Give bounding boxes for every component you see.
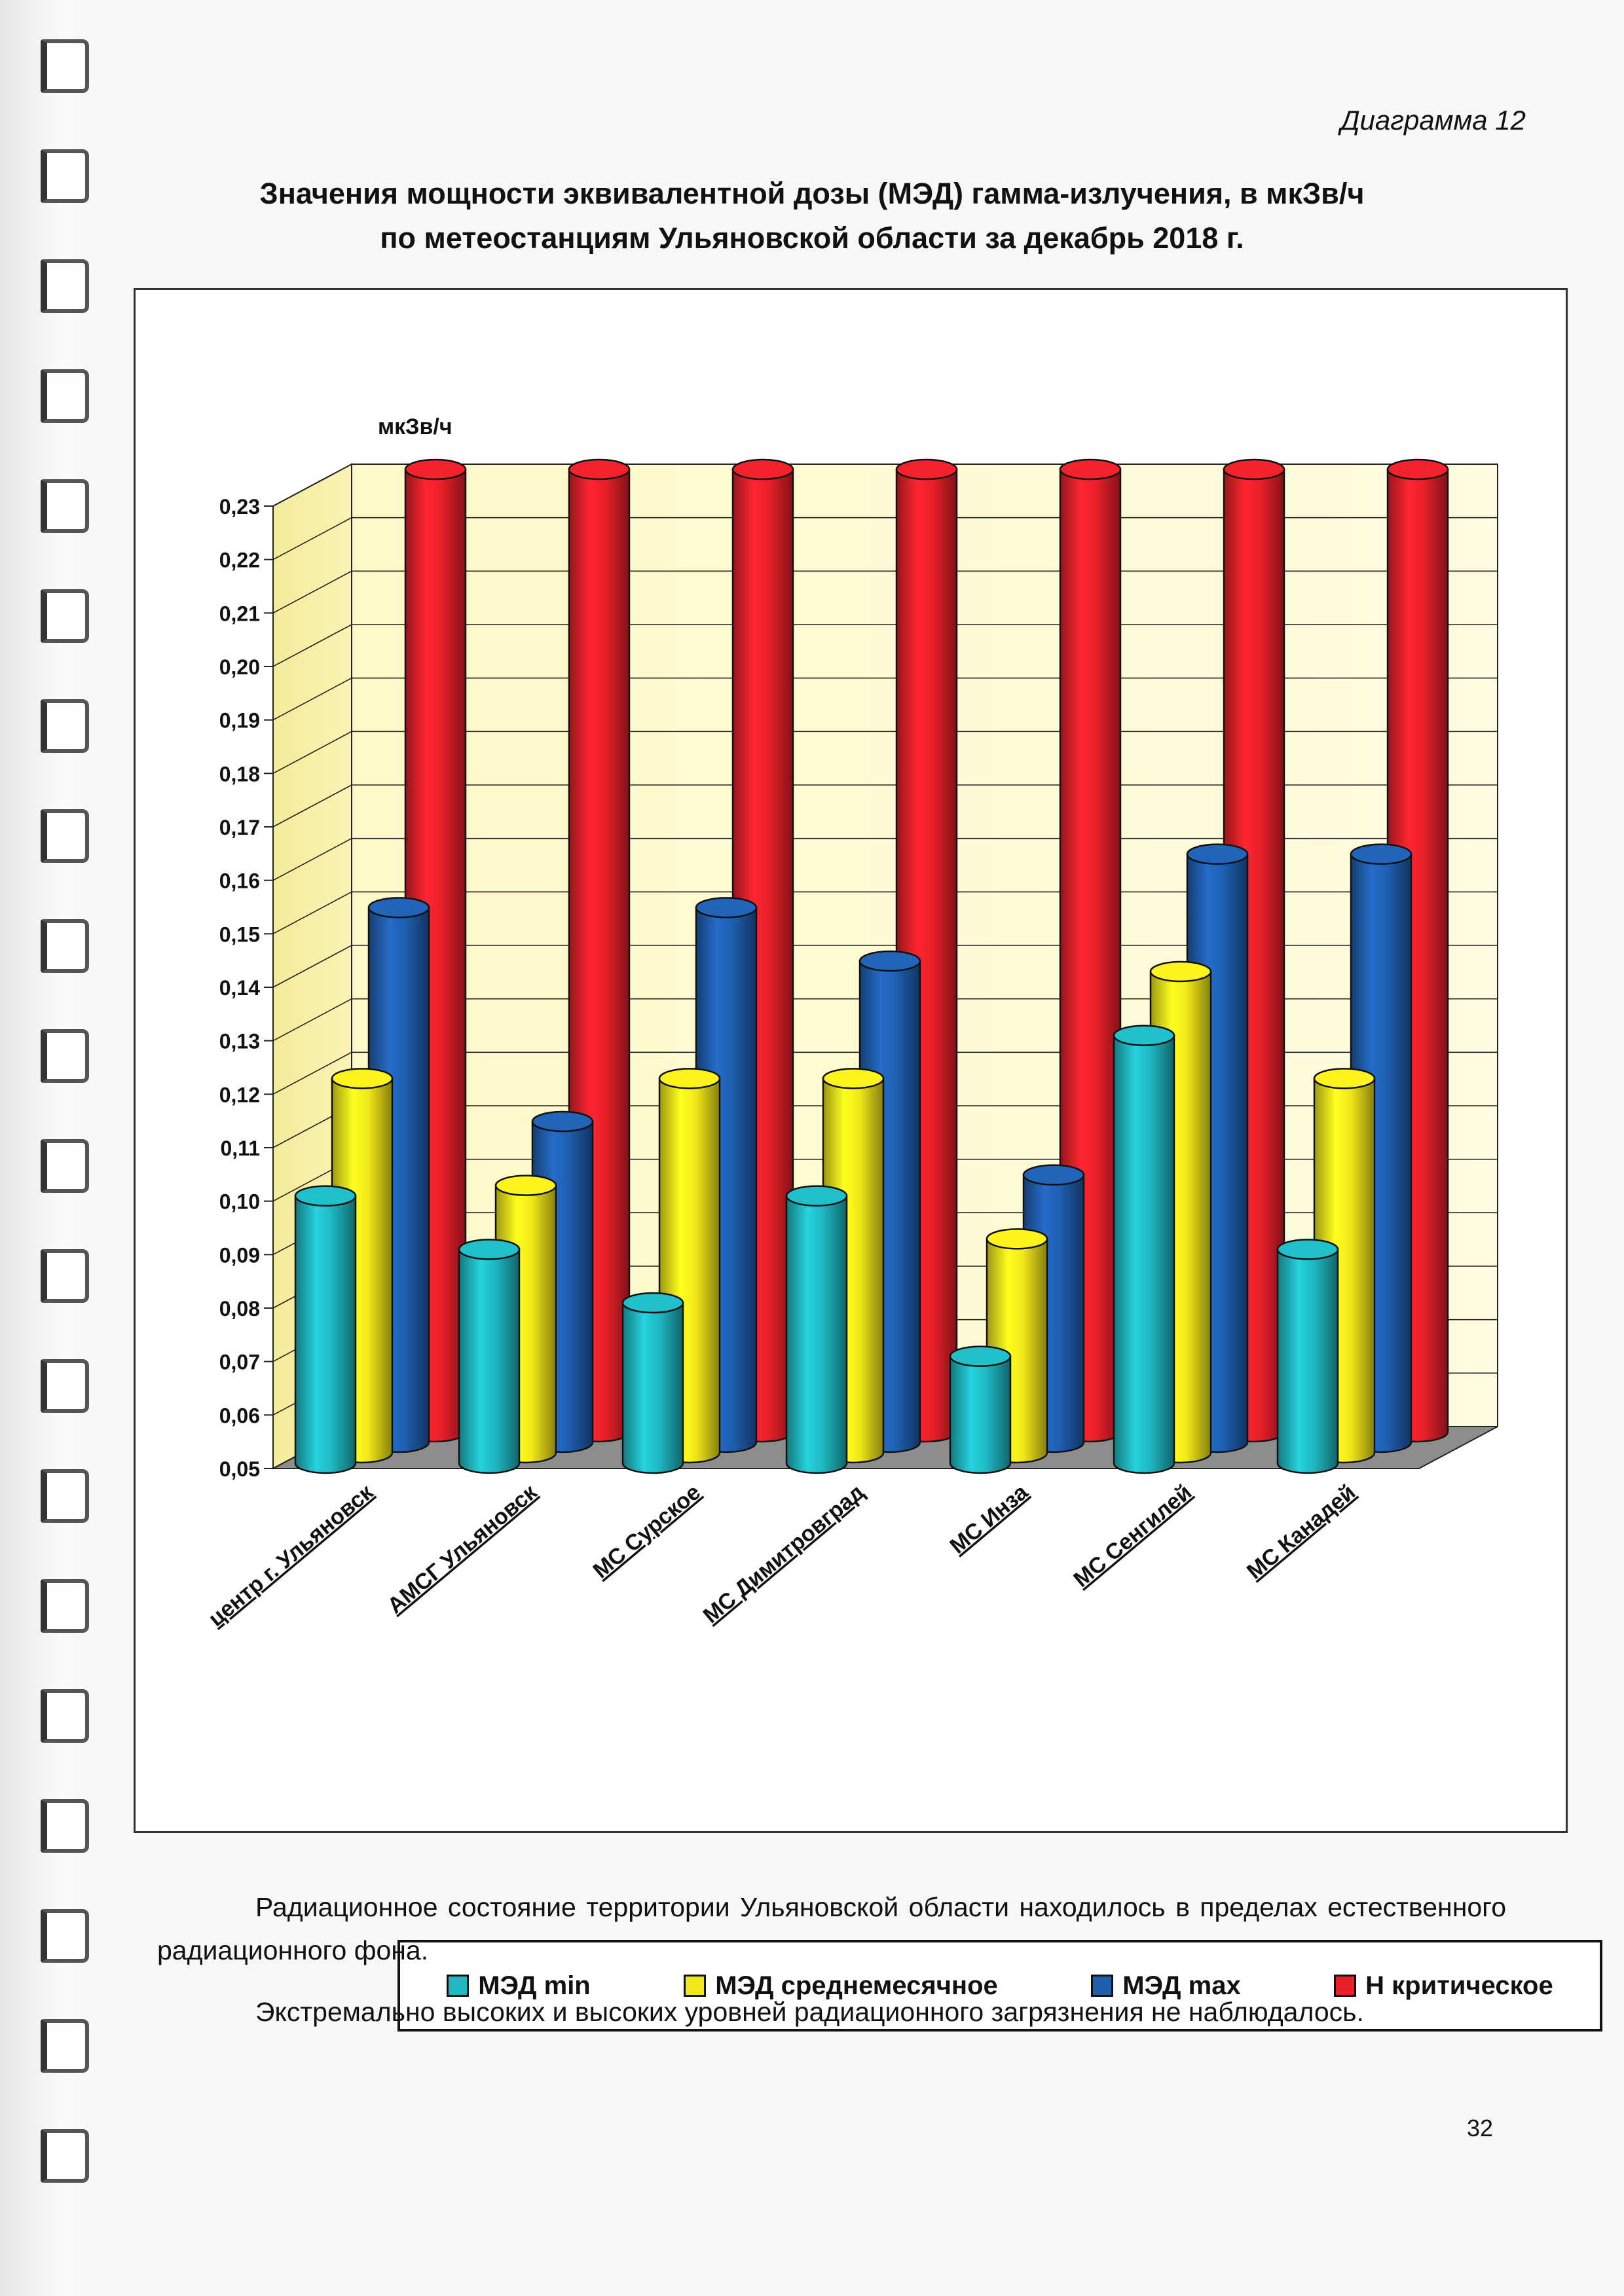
binding-ring	[41, 259, 89, 313]
spiral-binding	[0, 0, 98, 2296]
x-category-label: МС Сенгилей	[1069, 1480, 1197, 1593]
bar-top	[950, 1347, 1010, 1366]
y-tick-label: 0,06	[219, 1404, 260, 1428]
y-tick-label: 0,13	[219, 1029, 260, 1053]
bar-body	[459, 1249, 519, 1473]
binding-ring	[41, 699, 89, 753]
y-tick-label: 0,05	[219, 1457, 260, 1481]
bar-body	[623, 1303, 683, 1473]
chart-title-line-2: по метеостанциям Ульяновской области за декабрь 2018 г.	[380, 221, 1244, 255]
y-tick-label: 0,16	[219, 869, 260, 893]
bar-top	[1388, 460, 1448, 479]
bar-top	[1314, 1068, 1375, 1088]
y-tick-label: 0,18	[219, 762, 260, 786]
y-tick-label: 0,20	[219, 655, 260, 679]
y-tick-label: 0,21	[219, 602, 260, 626]
bar-top	[987, 1229, 1047, 1248]
x-category-label: МС Инза	[945, 1480, 1033, 1559]
bar-top	[1224, 460, 1284, 479]
y-tick-label: 0,10	[219, 1190, 260, 1214]
y-axis-unit-label: мкЗв/ч	[378, 414, 452, 439]
y-tick-label: 0,15	[219, 922, 260, 947]
chart-plot	[136, 290, 1566, 1831]
bar-top	[1114, 1026, 1174, 1046]
bar-body	[786, 1196, 847, 1473]
binding-ring	[41, 479, 89, 533]
y-tick-label: 0,14	[219, 976, 260, 1000]
y-tick-label: 0,09	[219, 1243, 260, 1267]
binding-ring	[41, 2019, 89, 2073]
paragraph-radiation-state: Радиационное состояние территории Ульяновской области находилось в пределах естественного радиационного фона.	[157, 1892, 1506, 1965]
bar-top	[1151, 962, 1211, 981]
x-category-label: МС Канадей	[1242, 1480, 1361, 1584]
bar-top	[295, 1186, 356, 1206]
legend-label: МЭД max	[1122, 1971, 1241, 2000]
bar-top	[1351, 845, 1411, 864]
diagram-number-label: Диаграмма 12	[1340, 105, 1526, 136]
bar-top	[532, 1112, 593, 1131]
binding-ring	[41, 1909, 89, 1963]
bar-top	[696, 898, 756, 917]
x-category-label: МС Димитровград	[698, 1480, 870, 1629]
binding-ring	[41, 1359, 89, 1413]
paragraph-no-contamination: Экстремально высоких и высоких уровней радиационного загрязнения не наблюдалось.	[255, 1997, 1364, 2027]
y-tick-label: 0,17	[219, 816, 260, 839]
binding-ring	[41, 589, 89, 643]
bar-top	[496, 1176, 556, 1195]
bar-top	[733, 460, 793, 479]
binding-ring	[41, 1799, 89, 1853]
bar-body	[1278, 1249, 1338, 1473]
page-number: 32	[1466, 2115, 1493, 2141]
bar-top	[1187, 845, 1247, 864]
chart-title-line-1: Значения мощности эквивалентной дозы (МЭД) гамма-излучения, в мкЗв/ч	[259, 177, 1365, 210]
binding-ring	[41, 1469, 89, 1523]
binding-ring	[41, 2129, 89, 2183]
legend-label: МЭД среднемесячное	[715, 1971, 998, 2000]
chart-title	[170, 172, 1454, 261]
y-tick-label: 0,11	[220, 1137, 260, 1160]
x-category-label: центр г. Ульяновск	[204, 1480, 378, 1631]
binding-ring	[41, 1249, 89, 1303]
y-tick-label: 0,07	[219, 1350, 260, 1374]
binding-ring	[41, 149, 89, 203]
x-category-label: МС Сурское	[588, 1480, 706, 1584]
legend-label: Н критическое	[1365, 1971, 1553, 2000]
bar-top	[1278, 1239, 1338, 1259]
bar-body	[295, 1196, 356, 1473]
bar-top	[860, 951, 920, 971]
binding-ring	[41, 1029, 89, 1083]
y-tick-label: 0,12	[219, 1083, 260, 1107]
bar-top	[569, 460, 629, 479]
bar-top	[786, 1186, 847, 1206]
bar-top	[896, 460, 957, 479]
y-tick-label: 0,23	[219, 495, 260, 519]
y-tick-label: 0,08	[219, 1297, 260, 1321]
legend-label: МЭД min	[478, 1971, 591, 2000]
bar-top	[332, 1068, 392, 1088]
bar-body	[1114, 1036, 1174, 1473]
x-category-label: АМСГ Ульяновск	[382, 1480, 542, 1619]
y-tick-label: 0,22	[219, 548, 260, 572]
binding-ring	[41, 39, 89, 93]
bar-top	[405, 460, 466, 479]
bar-top	[623, 1293, 683, 1313]
binding-ring	[41, 1579, 89, 1633]
bar-body	[950, 1357, 1010, 1473]
y-tick-label: 0,19	[219, 708, 260, 733]
bar-top	[369, 898, 429, 917]
binding-ring	[41, 369, 89, 423]
bar-top	[1060, 460, 1120, 479]
bar-top	[823, 1068, 883, 1088]
binding-ring	[41, 1689, 89, 1743]
binding-ring	[41, 809, 89, 863]
bar-top	[459, 1239, 519, 1259]
bar-top	[659, 1068, 720, 1088]
bar-top	[1024, 1165, 1084, 1185]
binding-ring	[41, 919, 89, 973]
binding-ring	[41, 1139, 89, 1193]
